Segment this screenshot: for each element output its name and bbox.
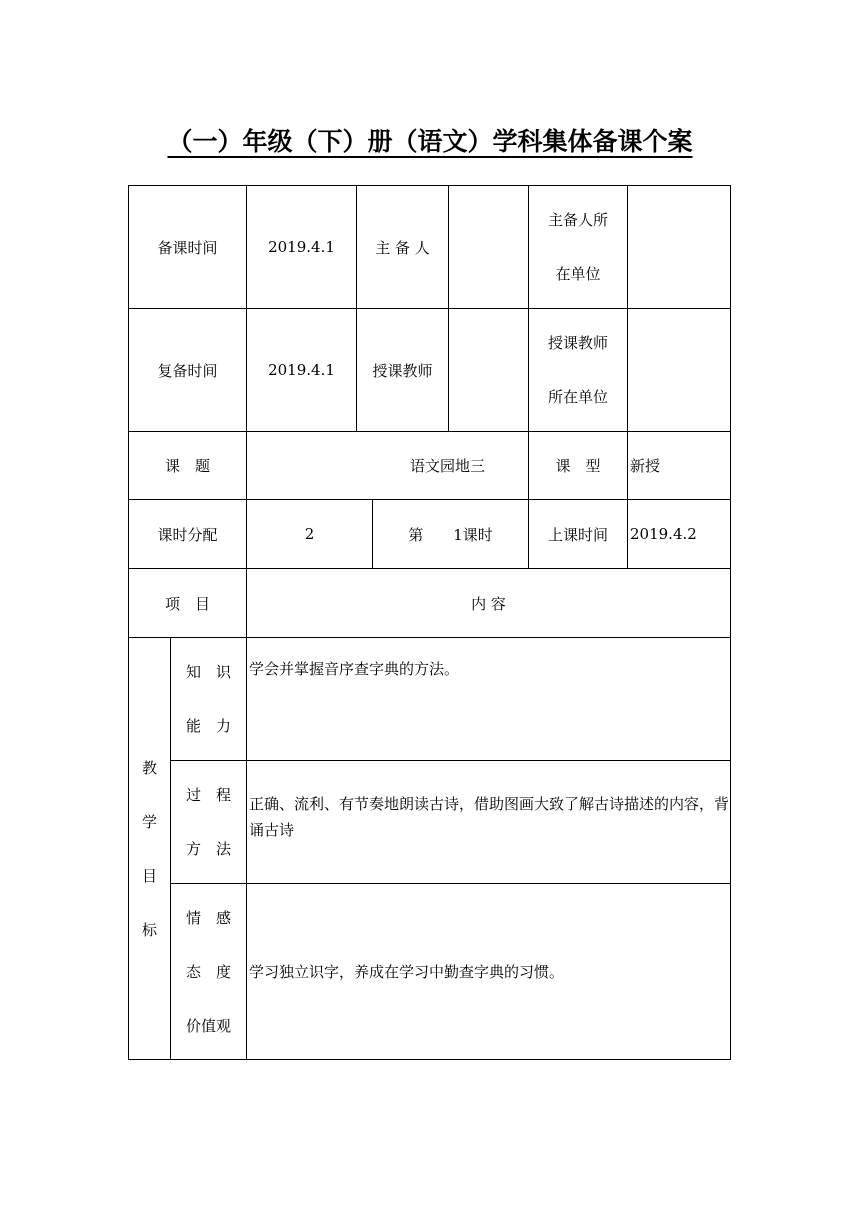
topic-label: 课 题 bbox=[128, 431, 247, 500]
prep-time-value: 2019.4.1 bbox=[246, 185, 357, 309]
hours-value: 2 bbox=[246, 499, 373, 569]
lead-unit-value bbox=[627, 185, 731, 309]
prep-time-label: 备课时间 bbox=[128, 185, 247, 309]
lesson-type-label: 课 型 bbox=[528, 431, 628, 500]
content-header: 内 容 bbox=[246, 568, 731, 638]
process-method-text: 正确、流利、有节奏地朗读古诗，借助图画大致了解古诗描述的内容，背诵古诗 bbox=[246, 760, 731, 884]
knowledge-ability-text: 学会并掌握音序查字典的方法。 bbox=[246, 637, 731, 761]
teacher-unit-value bbox=[627, 308, 731, 432]
page-title: （一）年级（下）册（语文）学科集体备课个案 bbox=[167, 127, 693, 156]
lead-unit-label: 主备人所 在单位 bbox=[528, 185, 628, 309]
lead-preparer-label: 主 备 人 bbox=[356, 185, 449, 309]
teacher-value bbox=[448, 308, 529, 432]
hours-label: 课时分配 bbox=[128, 499, 247, 569]
lesson-number: 第 1课时 bbox=[372, 499, 529, 569]
process-method-label: 过 程 方 法 bbox=[170, 760, 247, 884]
teaching-goals-label: 教 学 目 标 bbox=[128, 637, 171, 1060]
knowledge-ability-label: 知 识 能 力 bbox=[170, 637, 247, 761]
class-time-value: 2019.4.2 bbox=[627, 499, 731, 569]
emotion-values-text: 学习独立识字，养成在学习中勤查字典的习惯。 bbox=[246, 883, 731, 1060]
review-time-label: 复备时间 bbox=[128, 308, 247, 432]
review-time-value: 2019.4.1 bbox=[246, 308, 357, 432]
lesson-type-value: 新授 bbox=[627, 431, 731, 500]
class-time-label: 上课时间 bbox=[528, 499, 628, 569]
item-header: 项 目 bbox=[128, 568, 247, 638]
topic-value: 语文园地三 bbox=[246, 431, 529, 500]
lead-preparer-value bbox=[448, 185, 529, 309]
emotion-values-label: 情 感 态 度 价值观 bbox=[170, 883, 247, 1060]
teacher-unit-label: 授课教师 所在单位 bbox=[528, 308, 628, 432]
teacher-label: 授课教师 bbox=[356, 308, 449, 432]
